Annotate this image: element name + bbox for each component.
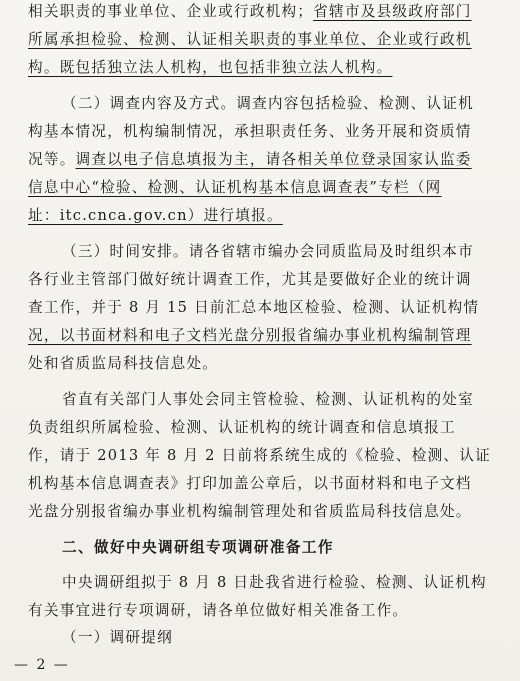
text-line bbox=[28, 474, 472, 494]
text-line bbox=[28, 178, 442, 198]
text-segment: 光盘分别报省编办事业机构编制管理处和省质监局科技信息处。 bbox=[28, 503, 472, 520]
text-line bbox=[62, 390, 474, 410]
text-line bbox=[28, 270, 472, 290]
text-line bbox=[62, 628, 173, 648]
text-line bbox=[62, 94, 474, 114]
underlined-text: 况，以书面材料和电子文档光盘分别报省编办事业机构编制管理 bbox=[28, 327, 472, 344]
text-line bbox=[28, 502, 472, 522]
text-segment: 构基本情况，机构编制情况，承担职责任务、业务开展和资质情 bbox=[28, 123, 472, 140]
text-line bbox=[28, 206, 283, 226]
text-segment: （二）调查内容及方式。调查内容包括检验、检测、认证机 bbox=[62, 95, 474, 112]
text-line bbox=[28, 30, 472, 50]
page-number: — 2 — bbox=[14, 657, 70, 673]
text-line bbox=[28, 601, 408, 621]
text-line bbox=[28, 298, 479, 318]
text-segment: （三）时间安排。请各省辖市编办会同质监局及时组织本市 bbox=[62, 243, 474, 260]
text-segment: 负责组织所属检验、检测、认证机构的统计调查和信息填报工 bbox=[28, 419, 456, 436]
underlined-text: 构。既包括独立法人机构，也包括非独立法人机构。 bbox=[28, 59, 393, 76]
underlined-text: 址：itc.cnca.gov.cn）进行填报。 bbox=[28, 207, 283, 224]
text-segment: （一）调研提纲 bbox=[62, 629, 173, 646]
text-segment: 查工作，并于 8 月 15 日前汇总本地区检验、检测、认证机构情 bbox=[28, 299, 480, 316]
text-line bbox=[28, 446, 491, 466]
text-segment: 况等。 bbox=[28, 151, 76, 168]
text-segment: 作，请于 2013 年 8 月 2 日前将系统生成的《检验、检测、认证 bbox=[28, 447, 491, 464]
text-segment: 省直有关部门人事处会同主管检验、检测、认证机构的处室 bbox=[62, 391, 474, 408]
underlined-text: 信息中心“检验、检测、认证机构基本信息调查表”专栏（网 bbox=[28, 179, 442, 196]
text-line bbox=[28, 326, 472, 346]
text-line bbox=[28, 150, 472, 170]
text-segment: 各行业主管部门做好统计调查工作，尤其是要做好企业的统计调 bbox=[28, 271, 472, 288]
text-line bbox=[28, 58, 392, 78]
text-line bbox=[28, 418, 456, 438]
text-segment: 有关事宜进行专项调研，请各单位做好相关准备工作。 bbox=[28, 602, 409, 619]
underlined-text: 所属承担检验、检测、认证相关职责的事业单位、企业或行政机 bbox=[28, 31, 472, 48]
text-segment: 相关职责的事业单位、企业或行政机构； bbox=[28, 3, 314, 20]
underlined-text: 调查以电子信息填报为主，请各相关单位登录国家认监委 bbox=[75, 151, 472, 168]
text-line bbox=[28, 2, 472, 22]
text-segment: 中央调研组拟于 8 月 8 日赴我省进行检验、检测、认证机构 bbox=[62, 574, 487, 591]
underlined-text: 省辖市及县级政府部门 bbox=[313, 3, 472, 20]
section-heading bbox=[62, 538, 334, 558]
text-line bbox=[28, 122, 472, 142]
text-line bbox=[62, 242, 474, 262]
text-segment: 处和省质监局科技信息处。 bbox=[28, 355, 219, 372]
text-segment: 机构基本信息调查表》打印加盖公章后，以书面材料和电子文档 bbox=[28, 475, 472, 492]
text-line bbox=[62, 573, 487, 593]
text-line bbox=[28, 354, 218, 374]
text-segment: 二、做好中央调研组专项调研准备工作 bbox=[62, 539, 334, 556]
